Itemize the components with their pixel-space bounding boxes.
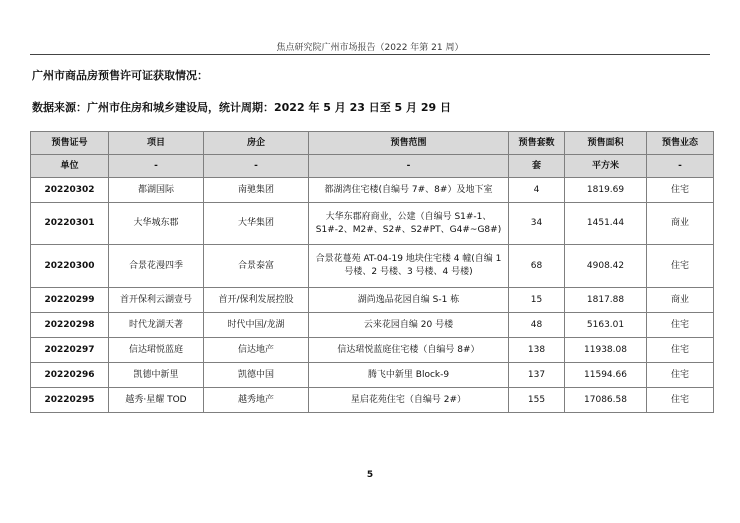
units-cell: 68: [509, 245, 565, 288]
property-type-cell: 商业: [647, 203, 714, 245]
column-header: 预售面积: [565, 132, 647, 155]
area-cell: 1819.69: [565, 178, 647, 203]
presale-scope-cell: 湖尚逸品花园自编 S-1 栋: [309, 288, 509, 313]
table-row: [31, 245, 714, 288]
header-divider: [30, 54, 710, 55]
property-type-cell: 住宅: [647, 313, 714, 338]
project-cell: 越秀·星耀 TOD: [109, 388, 204, 413]
units-cell: 15: [509, 288, 565, 313]
presale-permit-table: [30, 131, 714, 413]
column-header: 预售业态: [647, 132, 714, 155]
project-cell: 都湖国际: [109, 178, 204, 203]
project-cell: 凯德中新里: [109, 363, 204, 388]
permit-number-cell: 20220302: [31, 178, 109, 203]
data-source-line: 数据来源：广州市住房和城乡建设局，统计周期：2022 年 5 月 23 日至 5 月 29 日: [32, 101, 452, 114]
table-row: [31, 203, 714, 245]
units-cell: 4: [509, 178, 565, 203]
developer-cell: 南驰集团: [204, 178, 309, 203]
presale-scope-cell: 信达珺悦蓝庭住宅楼（自编号 8#）: [309, 338, 509, 363]
project-cell: 信达珺悦蓝庭: [109, 338, 204, 363]
area-cell: 4908.42: [565, 245, 647, 288]
area-cell: 1817.88: [565, 288, 647, 313]
table-row: [31, 313, 714, 338]
project-cell: 合景花漫四季: [109, 245, 204, 288]
table-unit-row: [31, 155, 714, 178]
project-cell: 大华城东郡: [109, 203, 204, 245]
page-number: 5: [366, 470, 374, 480]
unit-cell: -: [309, 155, 509, 178]
units-cell: 155: [509, 388, 565, 413]
developer-cell: 大华集团: [204, 203, 309, 245]
presale-scope-cell: 腾飞中新里 Block-9: [309, 363, 509, 388]
unit-cell: 套: [509, 155, 565, 178]
unit-cell: -: [109, 155, 204, 178]
table-row: [31, 338, 714, 363]
table-row: [31, 178, 714, 203]
permit-number-cell: 20220299: [31, 288, 109, 313]
developer-cell: 凯德中国: [204, 363, 309, 388]
developer-cell: 合景泰富: [204, 245, 309, 288]
permit-number-cell: 20220300: [31, 245, 109, 288]
column-header: 房企: [204, 132, 309, 155]
column-header: 项目: [109, 132, 204, 155]
project-cell: 时代龙湖天著: [109, 313, 204, 338]
property-type-cell: 住宅: [647, 245, 714, 288]
presale-scope-cell: 大华东郡府商业，公建（自编号 S1#-1、S1#-2、M2#、S2#、S2#PT、G4#~G8#): [309, 203, 509, 245]
developer-cell: 信达地产: [204, 338, 309, 363]
units-cell: 48: [509, 313, 565, 338]
area-cell: 11594.66: [565, 363, 647, 388]
column-header: 预售套数: [509, 132, 565, 155]
property-type-cell: 商业: [647, 288, 714, 313]
table-row: [31, 388, 714, 413]
column-header: 预售范围: [309, 132, 509, 155]
property-type-cell: 住宅: [647, 388, 714, 413]
presale-scope-cell: 都湖湾住宅楼(自编号 7#、8#）及地下室: [309, 178, 509, 203]
table-row: [31, 363, 714, 388]
area-cell: 11938.08: [565, 338, 647, 363]
permit-number-cell: 20220297: [31, 338, 109, 363]
units-cell: 137: [509, 363, 565, 388]
permit-number-cell: 20220298: [31, 313, 109, 338]
presale-scope-cell: 星启花苑住宅（自编号 2#）: [309, 388, 509, 413]
unit-cell: 平方米: [565, 155, 647, 178]
units-cell: 138: [509, 338, 565, 363]
developer-cell: 时代中国/龙湖: [204, 313, 309, 338]
developer-cell: 首开/保利发展控股: [204, 288, 309, 313]
section-title: 广州市商品房预售许可证获取情况：: [32, 69, 208, 82]
unit-cell: -: [204, 155, 309, 178]
property-type-cell: 住宅: [647, 178, 714, 203]
property-type-cell: 住宅: [647, 338, 714, 363]
developer-cell: 越秀地产: [204, 388, 309, 413]
area-cell: 5163.01: [565, 313, 647, 338]
permit-number-cell: 20220296: [31, 363, 109, 388]
presale-scope-cell: 云来花园自编 20 号楼: [309, 313, 509, 338]
permit-number-cell: 20220295: [31, 388, 109, 413]
table-row: [31, 288, 714, 313]
column-header: 预售证号: [31, 132, 109, 155]
area-cell: 17086.58: [565, 388, 647, 413]
property-type-cell: 住宅: [647, 363, 714, 388]
presale-scope-cell: 合景花蔓苑 AT-04-19 地块住宅楼 4 幢(自编 1 号楼、2 号楼、3 号楼、4 号楼): [309, 245, 509, 288]
project-cell: 首开保利云湖壹号: [109, 288, 204, 313]
units-cell: 34: [509, 203, 565, 245]
unit-cell: -: [647, 155, 714, 178]
unit-cell: 单位: [31, 155, 109, 178]
permit-number-cell: 20220301: [31, 203, 109, 245]
page-header: 焦点研究院广州市场报告（2022 年第 21 周）: [276, 43, 464, 53]
table-header-row: [31, 132, 714, 155]
area-cell: 1451.44: [565, 203, 647, 245]
